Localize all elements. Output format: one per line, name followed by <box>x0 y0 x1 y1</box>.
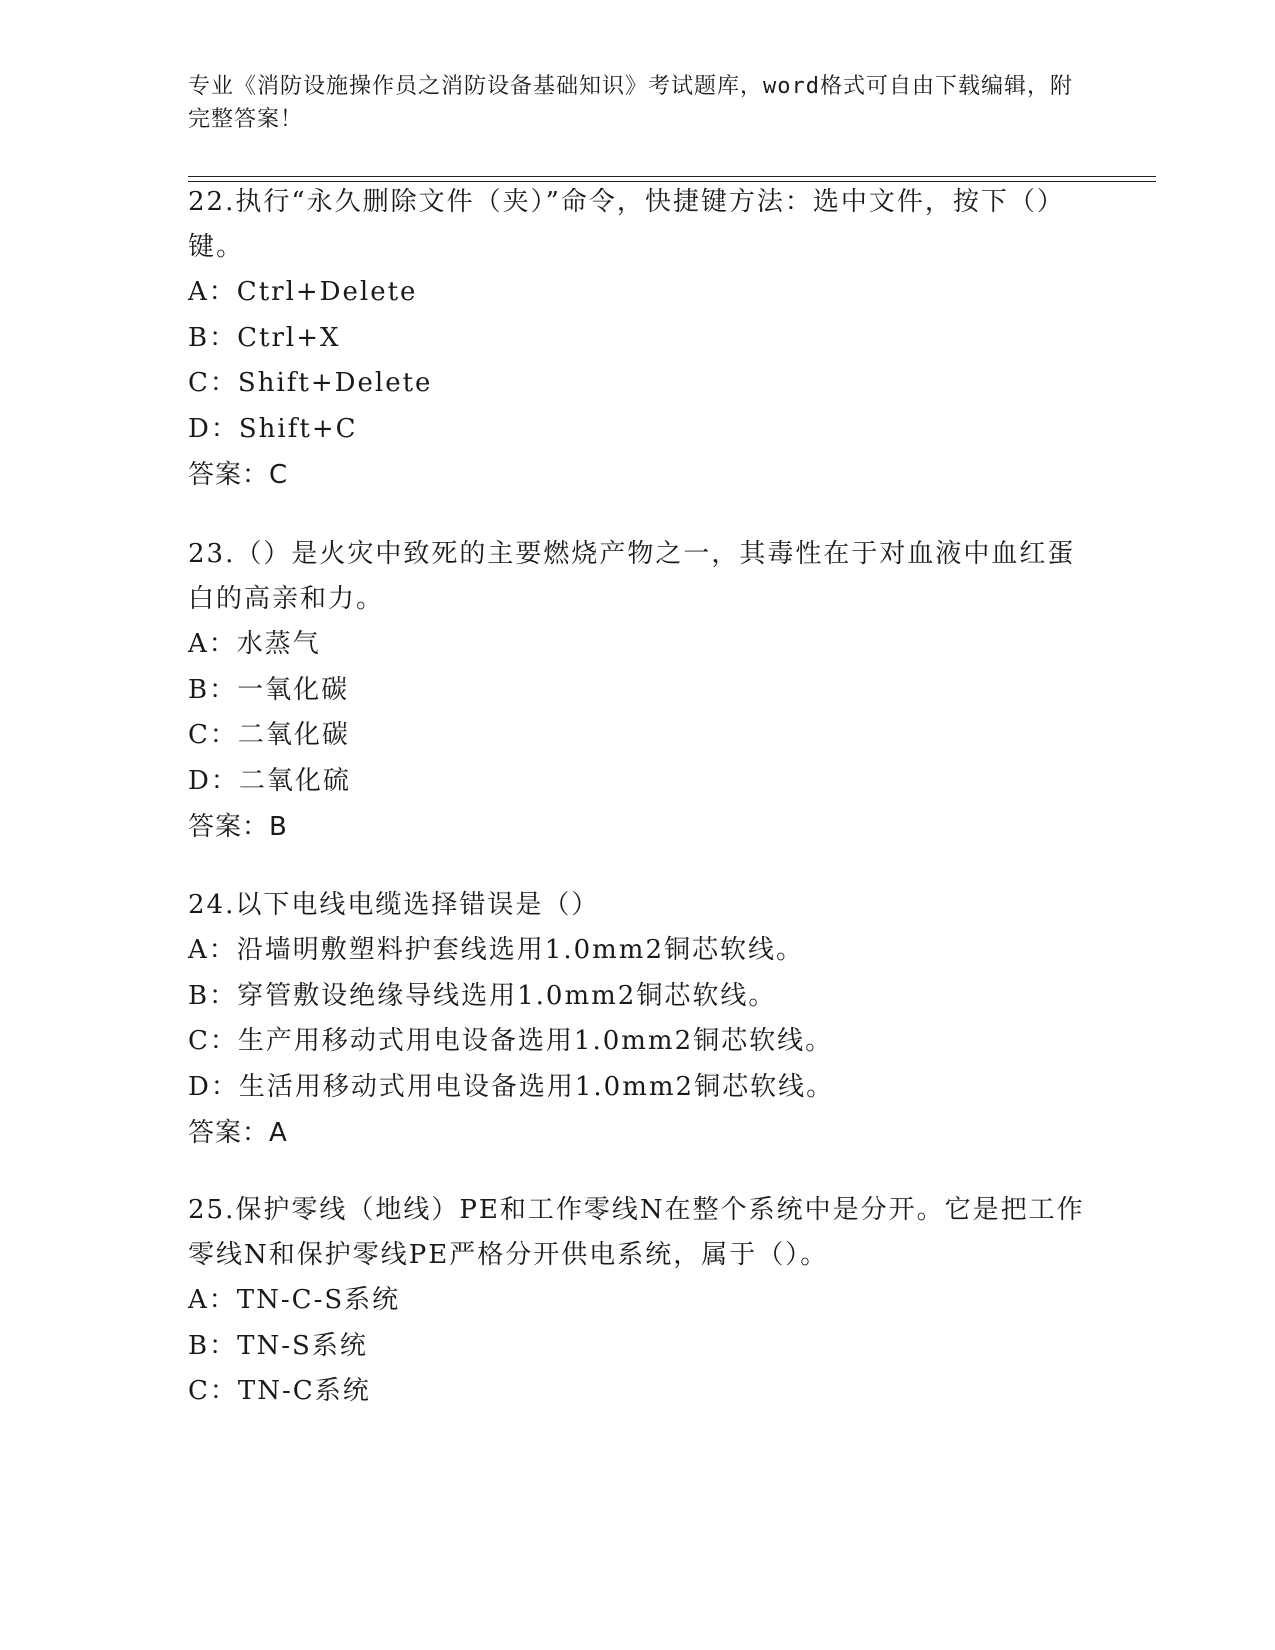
option-c: C：TN-C系统 <box>188 1376 371 1406</box>
option-d: D：Shift+C <box>188 413 358 444</box>
question-24 <box>188 883 1088 1156</box>
option-b: B：Ctrl+X <box>188 322 341 353</box>
option-a: A：Ctrl+Delete <box>188 277 418 307</box>
option-b: B：穿管敷设绝缘导线选用1.0mm2铜芯软线。 <box>188 980 777 1011</box>
option-b: B：一氧化碳 <box>188 674 350 705</box>
header-rule-top <box>188 176 1156 177</box>
question-stem: 25.保护零线（地线）PE和工作零线N在整个系统中是分开。它是把工作零线N和保护零线PE严格分开供电系统，属于（）。 <box>188 1195 1085 1270</box>
answer: 答案：C <box>188 460 289 490</box>
option-c: C：二氧化碳 <box>188 720 350 750</box>
question-23 <box>188 532 1088 850</box>
option-a: A：沿墙明敷塑料护套线选用1.0mm2铜芯软线。 <box>188 935 804 965</box>
answer: 答案：A <box>188 1118 288 1148</box>
option-a: A：水蒸气 <box>188 629 321 659</box>
question-22 <box>188 180 1088 498</box>
question-stem: 22.执行“永久删除文件（夹）”命令，快捷键方法：选中文件，按下（）键。 <box>188 187 1065 262</box>
option-c: C：Shift+Delete <box>188 368 433 398</box>
document-header: 专业《消防设施操作员之消防设备基础知识》考试题库，word格式可自由下载编辑，附完整答案！ <box>188 74 1073 132</box>
question-stem: 24.以下电线电缆选择错误是（） <box>188 890 600 920</box>
question-25 <box>188 1188 1088 1415</box>
question-stem: 23.（）是火灾中致死的主要燃烧产物之一，其毒性在于对血液中血红蛋白的高亲和力。 <box>188 539 1076 614</box>
option-a: A：TN-C-S系统 <box>188 1285 401 1315</box>
option-c: C：生产用移动式用电设备选用1.0mm2铜芯软线。 <box>188 1026 834 1056</box>
option-d: D：生活用移动式用电设备选用1.0mm2铜芯软线。 <box>188 1071 835 1102</box>
option-d: D：二氧化硫 <box>188 765 351 796</box>
option-b: B：TN-S系统 <box>188 1330 368 1361</box>
answer: 答案：B <box>188 812 288 842</box>
